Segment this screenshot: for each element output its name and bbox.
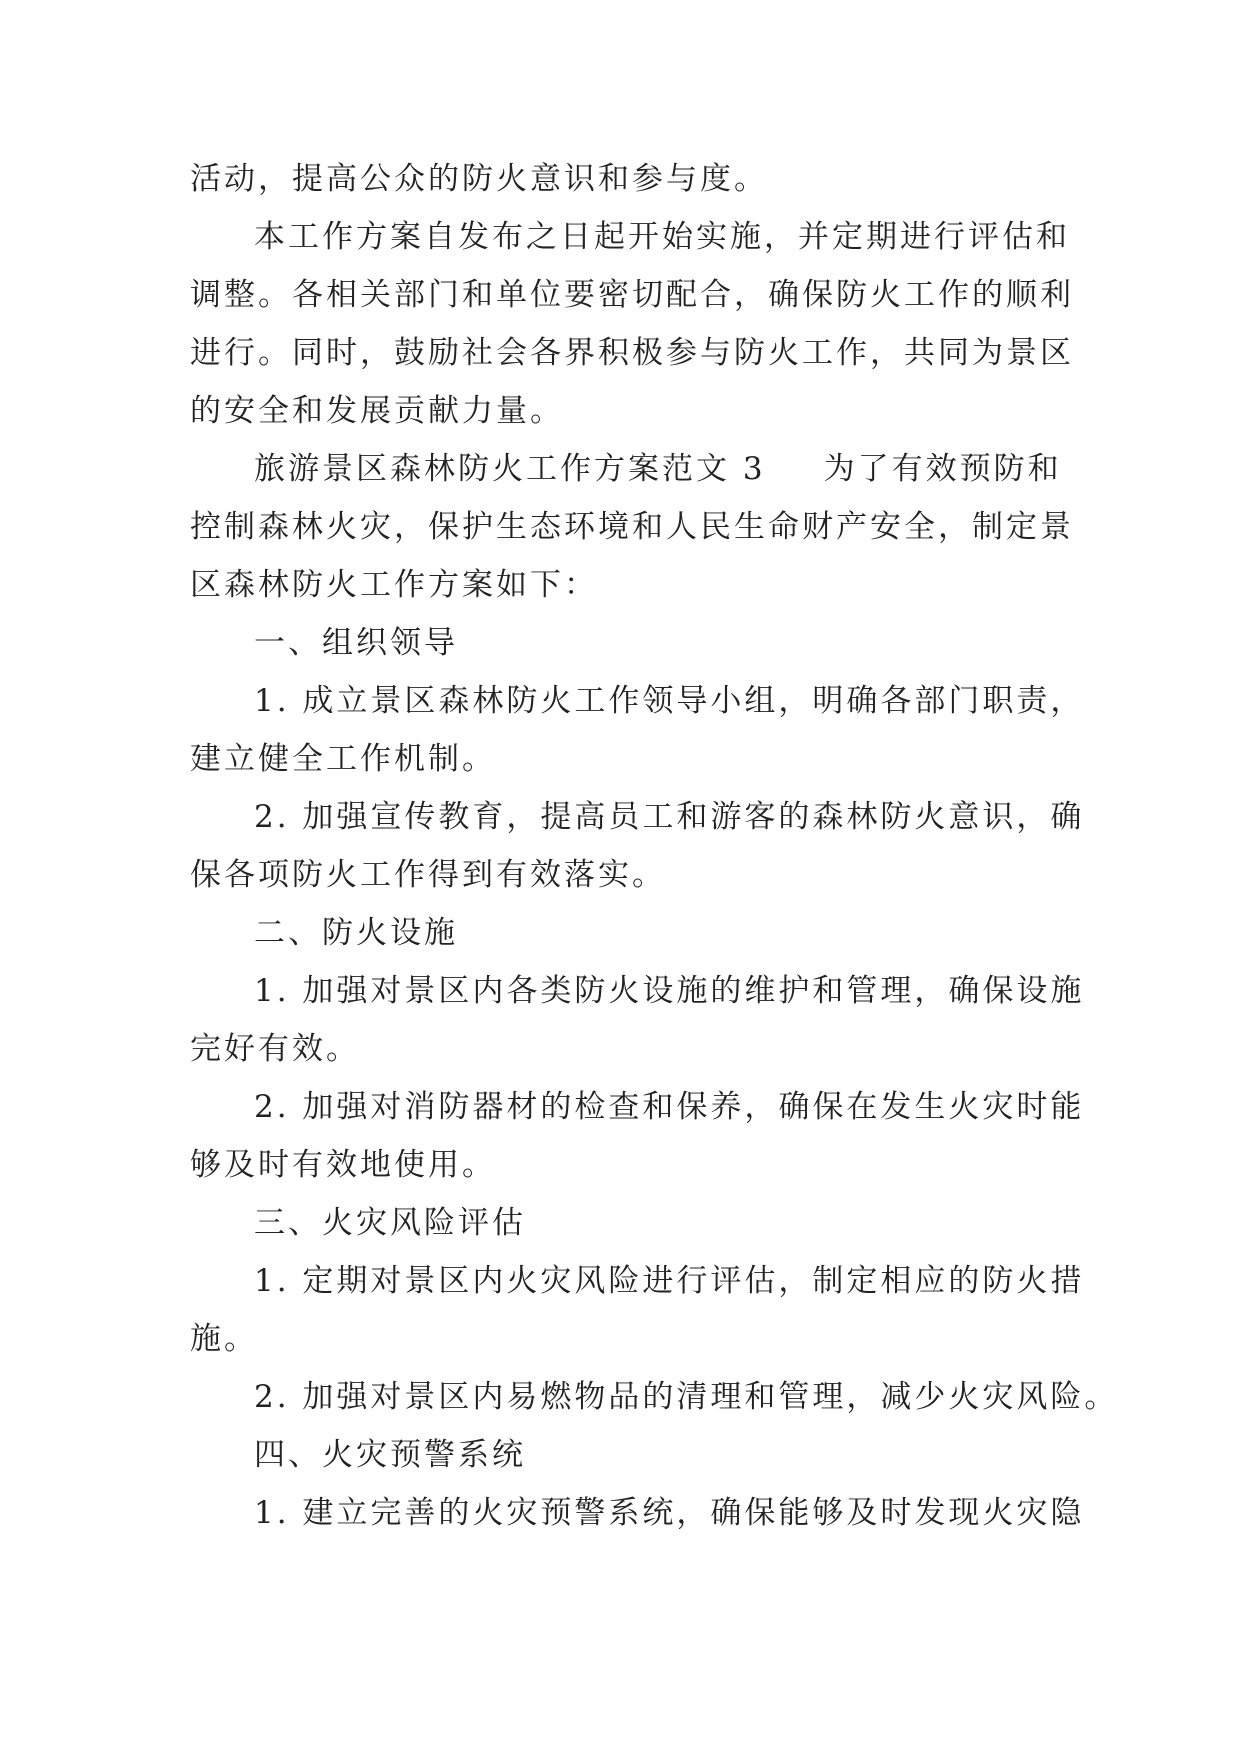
paragraph-line: 活动，提高公众的防火意识和参与度。 xyxy=(190,161,768,197)
paragraph-line: 调整。各相关部门和单位要密切配合，确保防火工作的顺利 xyxy=(190,277,1074,313)
list-item-line: 2. 加强对景区内易燃物品的清理和管理，减少火灾风险。 xyxy=(254,1379,1119,1415)
paragraph-line: 本工作方案自发布之日起开始实施，并定期进行评估和 xyxy=(254,219,1070,255)
paragraph-line: 区森林防火工作方案如下： xyxy=(190,567,598,603)
section-heading: 三、火灾风险评估 xyxy=(254,1205,526,1241)
list-item-line: 施。 xyxy=(190,1321,258,1357)
list-item-line: 够及时有效地使用。 xyxy=(190,1147,496,1183)
list-item-line: 保各项防火工作得到有效落实。 xyxy=(190,857,666,893)
section-heading: 四、火灾预警系统 xyxy=(254,1437,526,1473)
list-item-line: 1. 加强对景区内各类防火设施的维护和管理，确保设施 xyxy=(254,973,1085,1009)
section-title: 旅游景区森林防火工作方案范文 3 xyxy=(254,451,766,487)
list-item-line: 完好有效。 xyxy=(190,1031,360,1067)
list-item-line: 1. 建立完善的火灾预警系统，确保能够及时发现火灾隐 xyxy=(254,1495,1085,1531)
list-item-line: 1. 成立景区森林防火工作领导小组，明确各部门职责， xyxy=(254,683,1085,719)
list-item-line: 2. 加强对消防器材的检查和保养，确保在发生火灾时能 xyxy=(254,1089,1085,1125)
section-heading: 一、组织领导 xyxy=(254,625,458,661)
section-heading: 二、防火设施 xyxy=(254,915,458,951)
paragraph-start: 为了有效预防和 xyxy=(823,451,1062,487)
document-body xyxy=(190,150,1119,1542)
list-item-line: 2. 加强宣传教育，提高员工和游客的森林防火意识，确 xyxy=(254,799,1085,835)
paragraph-line: 进行。同时，鼓励社会各界积极参与防火工作，共同为景区 xyxy=(190,335,1074,371)
list-item-line: 1. 定期对景区内火灾风险进行评估，制定相应的防火措 xyxy=(254,1263,1085,1299)
section-title-line xyxy=(190,440,1070,498)
list-item-line: 建立健全工作机制。 xyxy=(190,741,496,777)
paragraph-line: 的安全和发展贡献力量。 xyxy=(190,393,564,429)
paragraph-line: 控制森林火灾，保护生态环境和人民生命财产安全，制定景 xyxy=(190,509,1074,545)
